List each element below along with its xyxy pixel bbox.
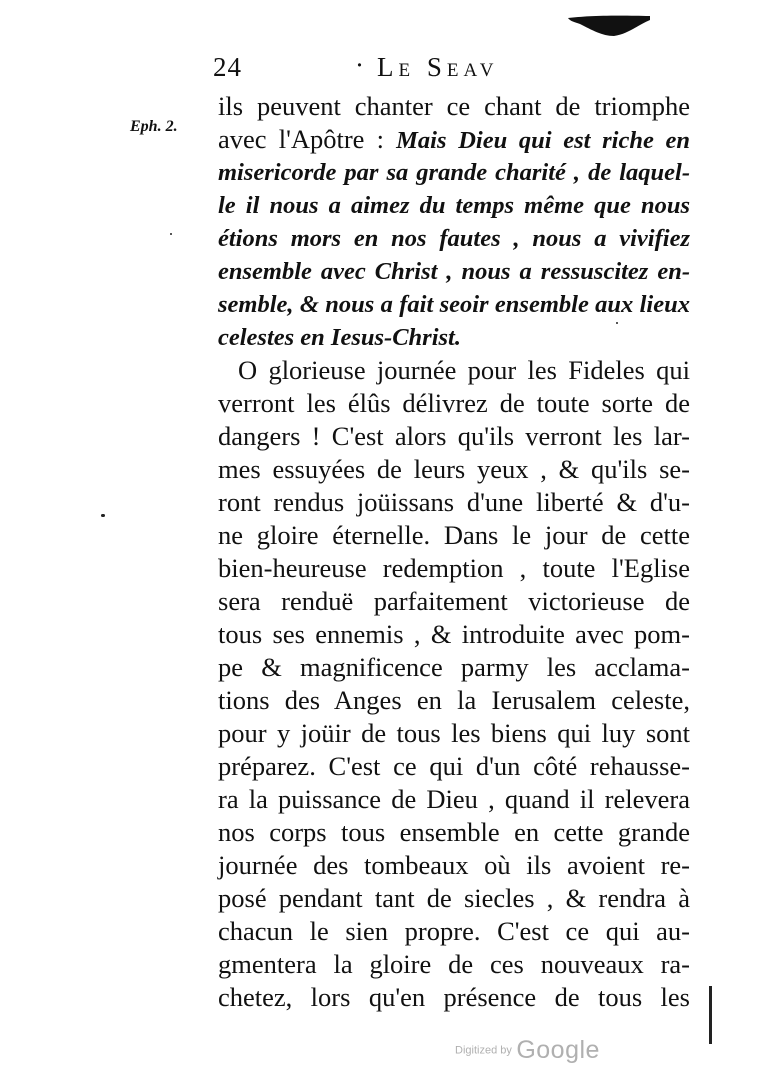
text-line: pe & magnificence parmy les acclama- bbox=[218, 652, 690, 682]
body-text bbox=[218, 90, 690, 1014]
text-line: ne gloire éternelle. Dans le jour de cette bbox=[218, 520, 690, 550]
ink-blot bbox=[566, 12, 652, 38]
stray-ink-mark bbox=[616, 322, 618, 324]
scripture-quote-line: étions mors en nos fautes , nous a vivifiez bbox=[218, 225, 690, 252]
text-line: sera renduë parfaitement victorieuse de bbox=[218, 586, 690, 616]
stray-ink-mark bbox=[170, 233, 172, 235]
text-line: verront les élûs délivrez de toute sorte de bbox=[218, 388, 690, 418]
text-line: chacun le sien propre. C'est ce qui au- bbox=[218, 916, 690, 946]
text-line: bien-heureuse redemption , toute l'Eglise bbox=[218, 553, 690, 583]
scripture-quote-line: celestes en Iesus-Christ. bbox=[218, 324, 461, 351]
text-line: tions des Anges en la Ierusalem celeste, bbox=[218, 685, 690, 715]
text-line: mes essuyées de leurs yeux , & qu'ils se- bbox=[218, 454, 690, 484]
text-line: posé pendant tant de siecles , & rendra à bbox=[218, 883, 690, 913]
scripture-quote-line: misericorde par sa grande charité , de laquel- bbox=[218, 159, 690, 186]
text-line: chetez, lors qu'en présence de tous les bbox=[218, 982, 690, 1012]
paragraph-first-line: O glorieuse journée pour les Fideles qui bbox=[238, 355, 690, 385]
text-segment: avec l'Apôtre : bbox=[218, 124, 397, 154]
scripture-quote-line: le il nous a aimez du temps même que nous bbox=[218, 192, 690, 219]
digitization-watermark bbox=[455, 1036, 600, 1065]
text-line: préparez. C'est ce qui d'un côté rehausse- bbox=[218, 751, 690, 781]
text-line: ils peuvent chanter ce chant de triomphe bbox=[218, 91, 690, 121]
text-line: journée des tombeaux où ils avoient re- bbox=[218, 850, 690, 880]
head-separator-dot: · bbox=[355, 50, 365, 80]
scripture-quote-line: ensemble avec Christ , nous a ressuscitez en- bbox=[218, 258, 690, 285]
running-head bbox=[213, 52, 691, 86]
scripture-quote-line: semble, & nous a fait seoir ensemble aux lieux bbox=[218, 291, 690, 318]
text-line bbox=[218, 123, 690, 156]
text-line: gmentera la gloire de ces nouveaux ra- bbox=[218, 949, 690, 979]
stray-ink-mark bbox=[101, 514, 105, 517]
watermark-prefix: Digitized by bbox=[455, 1044, 512, 1057]
text-line: dangers ! C'est alors qu'ils verront les lar- bbox=[218, 421, 690, 451]
margin-reference: Eph. 2. bbox=[130, 118, 178, 135]
text-line: tous ses ennemis , & introduite avec pom- bbox=[218, 619, 690, 649]
text-line: ra la puissance de Dieu , quand il relevera bbox=[218, 784, 690, 814]
running-title: Le Seav bbox=[377, 52, 499, 82]
scan-edge-line bbox=[709, 986, 712, 1044]
text-line: nos corps tous ensemble en cette grande bbox=[218, 817, 690, 847]
text-line: ront rendus joüissans d'une liberté & d'u- bbox=[218, 487, 690, 517]
scripture-quote: Mais Dieu qui est riche en bbox=[396, 127, 690, 154]
page-number: 24 bbox=[213, 52, 242, 82]
text-line: pour y joüir de tous les biens qui luy sont bbox=[218, 718, 690, 748]
google-logo: Google bbox=[516, 1036, 600, 1064]
